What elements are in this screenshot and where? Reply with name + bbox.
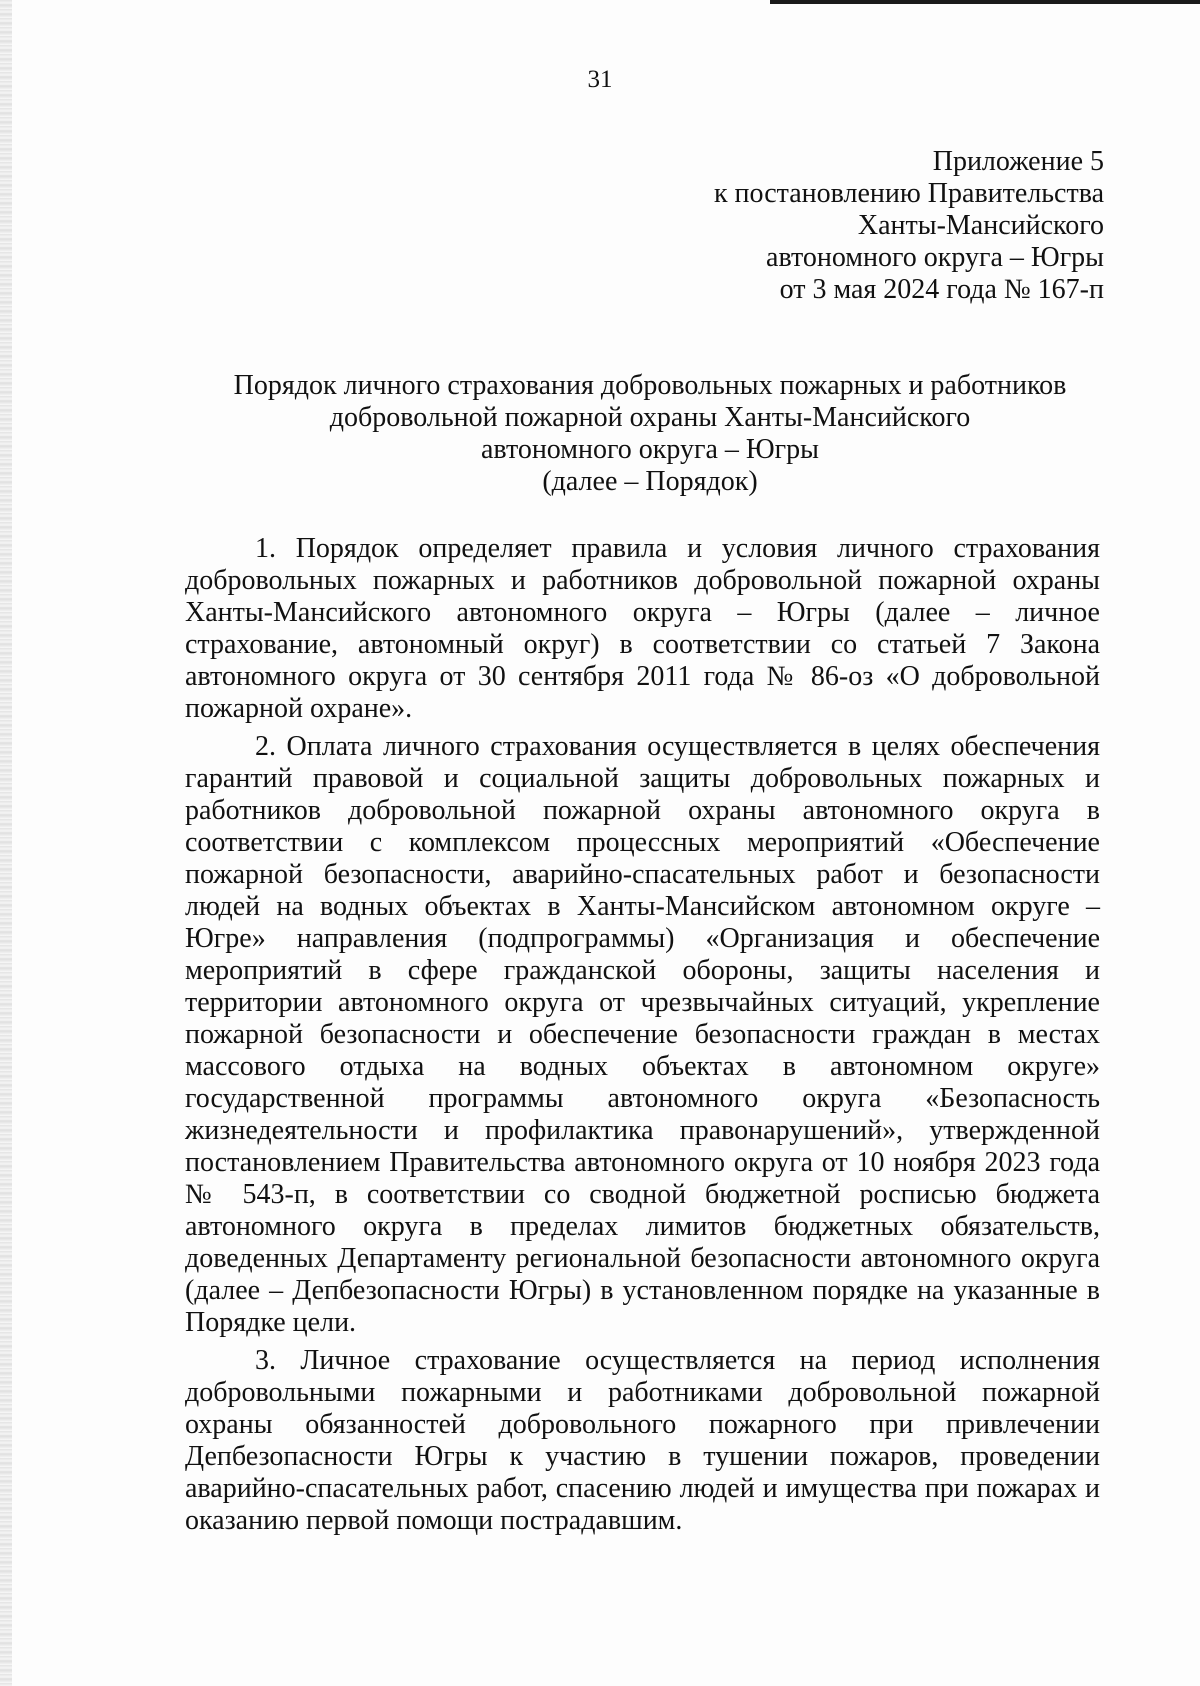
scan-top-line	[770, 0, 1200, 4]
appendix-line: к постановлению Правительства	[713, 178, 1104, 209]
appendix-line: автономного округа – Югры	[766, 242, 1104, 273]
page-number: 31	[587, 66, 613, 93]
paragraph-3: 3. Личное страхование осуществляется на период исполнения добровольными пожарными и работниками добровольной пожарной охраны обязанностей добровольного пожарного при привлечении Депбезопасности Югры к участию в тушении пожаров, проведении аварийно-спасательных работ, спасению людей и имущества при пожарах и оказанию первой помощи пострадавшим.	[185, 1345, 1100, 1536]
title-line: Порядок личного страхования добровольных пожарных и работников	[233, 370, 1067, 401]
title-line: (далее – Порядок)	[542, 466, 758, 497]
scan-edge-artifact	[0, 0, 12, 1686]
title-line: автономного округа – Югры	[481, 434, 819, 465]
document-body	[185, 533, 1100, 1543]
title-line: добровольной пожарной охраны Ханты-Мансийского	[329, 402, 971, 433]
appendix-line: Ханты-Мансийского	[857, 210, 1104, 241]
appendix-line: от 3 мая 2024 года № 167-п	[779, 274, 1104, 305]
appendix-header	[714, 146, 1104, 306]
paragraph-1: 1. Порядок определяет правила и условия личного страхования добровольных пожарных и работников добровольной пожарной охраны Ханты-Мансийского автономного округа – Югры (далее – личное страхование, автономный округ) в соответствии со статьей 7 Закона автономного округа от 30 сентября 2011 года № 86-оз «О добровольной пожарной охране».	[185, 533, 1100, 724]
appendix-line: Приложение 5	[932, 146, 1104, 177]
document-title	[150, 370, 1150, 498]
paragraph-2: 2. Оплата личного страхования осуществляется в целях обеспечения гарантий правовой и социальной защиты добровольных пожарных и работников добровольной пожарной охраны автономного округа в соответствии с комплексом процессных мероприятий «Обеспечение пожарной безопасности, аварийно-спасательных работ и безопасности людей на водных объектах в Ханты-Мансийском автономном округе – Югре» направления (подпрограммы) «Организация и обеспечение мероприятий в сфере гражданской обороны, защиты населения и территории автономного округа от чрезвычайных ситуаций, укрепление пожарной безопасности и обеспечение безопасности граждан в местах массового отдыха на водных объектах в автономном округе» государственной программы автономного округа «Безопасность жизнедеятельности и профилактика правонарушений», утвержденной постановлением Правительства автономного округа от 10 ноября 2023 года № 543-п, в соответствии со сводной бюджетной росписью бюджета автономного округа в пределах лимитов бюджетных обязательств, доведенных Департаменту региональной безопасности автономного округа (далее – Депбезопасности Югры) в установленном порядке на указанные в Порядке цели.	[185, 731, 1100, 1338]
